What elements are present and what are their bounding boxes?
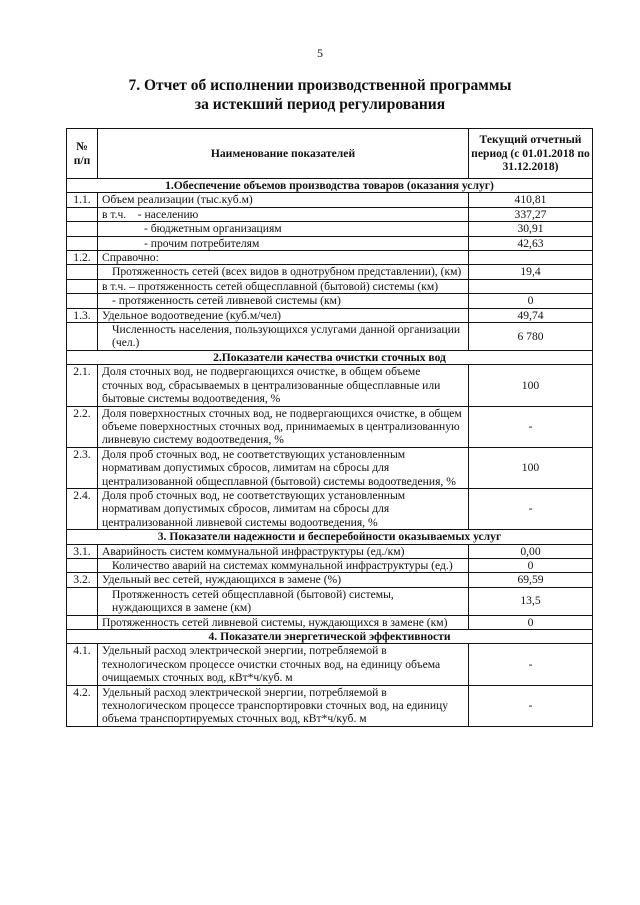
title-line-2: за истекший период регулирования — [194, 96, 446, 113]
row-name: Удельный расход электрической энергии, потребляемой в технологическом процессе очистки сточных вод, на единицу объема очищаемых сточных вод, кВт*ч/куб. м — [98, 644, 469, 685]
table-row — [67, 236, 593, 250]
row-num: 4.2. — [67, 685, 98, 726]
row-value: 42,63 — [469, 236, 593, 250]
table-row — [67, 251, 593, 265]
row-name: Доля проб сточных вод, не соответствующих установленным нормативам допустимых сбросов, лимитам на сбросы для централизованной ливневой системы водоотведения, % — [98, 488, 469, 529]
row-name: Объем реализации (тыс.куб.м) — [98, 193, 469, 207]
table-row — [67, 279, 593, 293]
row-value: - — [469, 644, 593, 685]
page-number: 5 — [317, 46, 323, 60]
row-num: 2.2. — [67, 406, 98, 447]
title-line-1: 7. Отчет об исполнении производственной программы — [128, 77, 512, 94]
row-name: Количество аварий на системах коммунальной инфраструктуры (ед.) — [98, 558, 469, 572]
section-title: 2.Показатели качества очистки сточных вод — [67, 350, 593, 364]
row-name: Справочно: — [98, 251, 469, 265]
row-value: 30,91 — [469, 222, 593, 236]
row-num — [67, 558, 98, 572]
row-name: Аварийность систем коммунальной инфраструктуры (ед./км) — [98, 544, 469, 558]
header-value: Текущий отчетный период (с 01.01.2018 по 31.12.2018) — [469, 129, 593, 179]
row-name: Численность населения, пользующихся услугами данной организации (чел.) — [98, 323, 469, 351]
row-value: - — [469, 406, 593, 447]
row-num — [67, 294, 98, 308]
section-row — [67, 530, 593, 544]
row-name: Доля сточных вод, не подвергающихся очистке, в общем объеме сточных вод, сбрасываемых в централизованные общесплавные или бытовые системы водоотведения, % — [98, 365, 469, 406]
section-row — [67, 630, 593, 644]
table-row — [67, 294, 593, 308]
row-name: - протяженность сетей ливневой системы (км) — [98, 294, 469, 308]
row-num — [67, 236, 98, 250]
section-title: 1.Обеспечение объемов производства товаров (оказания услуг) — [67, 179, 593, 193]
row-num: 3.2. — [67, 573, 98, 587]
row-num: 4.1. — [67, 644, 98, 685]
row-value: 0 — [469, 615, 593, 629]
row-value: 100 — [469, 365, 593, 406]
row-num: 3.1. — [67, 544, 98, 558]
row-value: 0,00 — [469, 544, 593, 558]
row-num — [67, 279, 98, 293]
section-title: 3. Показатели надежности и бесперебойности оказываемых услуг — [67, 530, 593, 544]
table-row — [67, 615, 593, 629]
table-row — [67, 587, 593, 615]
row-value: - — [469, 685, 593, 726]
row-num — [67, 265, 98, 279]
row-value: 337,27 — [469, 207, 593, 221]
row-num — [67, 207, 98, 221]
table-row — [67, 488, 593, 529]
row-name: Доля поверхностных сточных вод, не подвергающихся очистке, в общем объеме поверхностных сточных вод, принимаемых в централизованную ливневую систему водоотведения, % — [98, 406, 469, 447]
report-table — [66, 128, 593, 727]
header-name: Наименование показателей — [98, 129, 469, 179]
table-row — [67, 193, 593, 207]
row-num: 2.1. — [67, 365, 98, 406]
row-value: 410,81 — [469, 193, 593, 207]
table-row — [67, 222, 593, 236]
row-value: 69,59 — [469, 573, 593, 587]
row-name: в т.ч. – протяженность сетей общесплавной (бытовой) системы (км) — [98, 279, 469, 293]
section-title: 4. Показатели энергетической эффективности — [67, 630, 593, 644]
row-name: Удельный расход электрической энергии, потребляемой в технологическом процессе транспортировки сточных вод, на единицу объема транспортируемых сточных вод, кВт*ч/куб. м — [98, 685, 469, 726]
row-name: - прочим потребителям — [98, 236, 469, 250]
row-value: 0 — [469, 294, 593, 308]
table-row — [67, 308, 593, 322]
row-value: 19,4 — [469, 265, 593, 279]
table-header-row — [67, 129, 593, 179]
row-name: Удельный вес сетей, нуждающихся в замене (%) — [98, 573, 469, 587]
row-value: 13,5 — [469, 587, 593, 615]
table-row — [67, 207, 593, 221]
row-num — [67, 222, 98, 236]
table-row — [67, 365, 593, 406]
row-name: в т.ч. - населению — [98, 207, 469, 221]
row-num — [67, 615, 98, 629]
row-name: Протяженность сетей (всех видов в однотрубном представлении), (км) — [98, 265, 469, 279]
table-row — [67, 406, 593, 447]
table-row — [67, 323, 593, 351]
table-row — [67, 644, 593, 685]
row-value: 0 — [469, 558, 593, 572]
row-num — [67, 587, 98, 615]
section-row — [67, 350, 593, 364]
row-value: 49,74 — [469, 308, 593, 322]
table-row — [67, 544, 593, 558]
table-row — [67, 558, 593, 572]
row-num — [67, 323, 98, 351]
row-value: 100 — [469, 447, 593, 488]
row-name: - бюджетным организациям — [98, 222, 469, 236]
row-num: 1.3. — [67, 308, 98, 322]
row-value — [469, 279, 593, 293]
row-value — [469, 251, 593, 265]
row-name: Доля проб сточных вод, не соответствующих установленным нормативам допустимых сбросов, лимитам на сбросы для централизованной общесплавной (бытовой) системы водоотведения, % — [98, 447, 469, 488]
row-name: Протяженность сетей ливневой системы, нуждающихся в замене (км) — [98, 615, 469, 629]
row-num: 1.1. — [67, 193, 98, 207]
page-title — [0, 76, 640, 114]
row-value: 6 780 — [469, 323, 593, 351]
section-row — [67, 179, 593, 193]
table-row — [67, 685, 593, 726]
table-row — [67, 573, 593, 587]
row-num: 1.2. — [67, 251, 98, 265]
table-row — [67, 447, 593, 488]
row-value: - — [469, 488, 593, 529]
header-num: № п/п — [67, 129, 98, 179]
row-name: Протяженность сетей общесплавной (бытовой) системы, нуждающихся в замене (км) — [98, 587, 469, 615]
table-row — [67, 265, 593, 279]
row-num: 2.3. — [67, 447, 98, 488]
row-num: 2.4. — [67, 488, 98, 529]
row-name: Удельное водоотведение (куб.м/чел) — [98, 308, 469, 322]
